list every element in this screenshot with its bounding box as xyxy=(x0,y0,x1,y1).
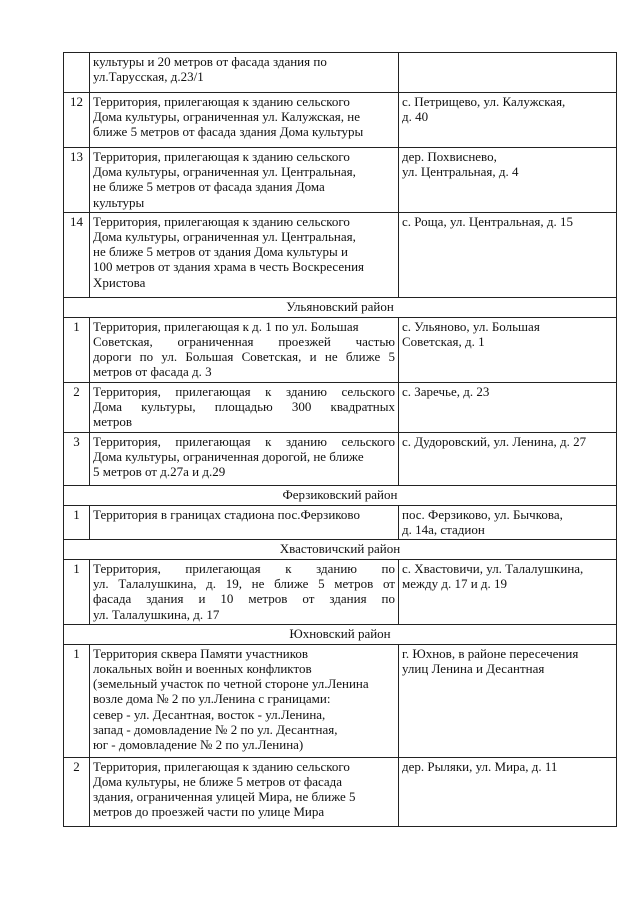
table-row xyxy=(64,432,617,485)
text-line: ближе 5 метров от фасада здания Дома культуры xyxy=(93,124,364,140)
text-line: фасада здания и 10 метров от здания по xyxy=(93,591,395,607)
table-row xyxy=(64,644,617,757)
text-line: между д. 17 и д. 19 xyxy=(402,576,508,592)
text-line: Территория, прилегающая к зданию сельского xyxy=(93,758,350,774)
territory-address xyxy=(399,93,617,148)
territory-address xyxy=(399,560,617,625)
table-row xyxy=(64,53,617,93)
district-header-row xyxy=(64,624,617,644)
territory-address xyxy=(399,505,617,539)
text-line: улиц Ленина и Десантная xyxy=(402,661,545,677)
text-line: 100 метров от здания храма в честь Воскресения xyxy=(93,259,365,275)
text-line: локальных войн и военных конфликтов xyxy=(93,661,312,677)
text-line: (земельный участок по четной стороне ул.Ленина xyxy=(93,676,369,692)
text-line: не ближе 5 метров от фасада здания Дома xyxy=(93,179,325,195)
table-row xyxy=(64,148,617,213)
territory-description xyxy=(90,317,399,382)
territory-address xyxy=(399,644,617,757)
district-header-row xyxy=(64,485,617,505)
table-row xyxy=(64,93,617,148)
row-number: 1 xyxy=(64,644,90,757)
territory-address xyxy=(399,757,617,826)
text-line: Территория, прилегающая к зданию сельского xyxy=(93,94,350,109)
territory-description xyxy=(90,505,399,539)
territory-description xyxy=(90,382,399,432)
row-number: 2 xyxy=(64,757,90,826)
territory-address xyxy=(399,148,617,213)
table-row xyxy=(64,212,617,297)
territory-description xyxy=(90,560,399,625)
table-row xyxy=(64,505,617,539)
text-line: с. Петрищево, ул. Калужская, xyxy=(402,94,566,109)
row-number: 13 xyxy=(64,148,90,213)
row-number: 3 xyxy=(64,432,90,485)
text-line: дер. Похвиснево, xyxy=(402,149,497,164)
text-line: д. 14а, стадион xyxy=(402,521,485,537)
text-line: ул. Центральная, д. 4 xyxy=(402,164,519,180)
text-line: Дома культуры, ограниченная ул. Центральная, xyxy=(93,229,356,245)
territory-description xyxy=(90,212,399,297)
text-line: Советская, ограниченная проезжей частью xyxy=(93,334,395,350)
text-line: д. 40 xyxy=(402,109,429,125)
text-line: 5 метров от д.27а и д.29 xyxy=(93,464,226,480)
text-line: возле дома № 2 по ул.Ленина с границами: xyxy=(93,691,331,707)
territory-description xyxy=(90,644,399,757)
text-line: метров от фасада д. 3 xyxy=(93,364,212,380)
text-line: ул. Талалушкина, д. 19, не ближе 5 метров от xyxy=(93,576,395,592)
text-line: культуры xyxy=(93,194,145,210)
text-line: Территория, прилегающая к зданию сельского xyxy=(93,213,350,229)
text-line: Территория, прилегающая к зданию сельского xyxy=(93,383,395,399)
territory-address xyxy=(399,317,617,382)
table-row xyxy=(64,317,617,382)
territory-description xyxy=(90,757,399,826)
text-line: ул. Талалушкина, д. 17 xyxy=(93,606,220,622)
district-title: Юхновский район xyxy=(64,624,617,644)
text-line: Дома культуры, не ближе 5 метров от фасада xyxy=(93,774,343,790)
territory-address xyxy=(399,212,617,297)
text-line: Дома культуры, ограниченная ул. Центральная, xyxy=(93,164,356,180)
territory-address xyxy=(399,53,617,93)
text-line: культуры и 20 метров от фасада здания по xyxy=(93,54,327,69)
territory-description xyxy=(90,148,399,213)
text-line: дер. Рыляки, ул. Мира, д. 11 xyxy=(402,758,558,774)
text-line: Советская, д. 1 xyxy=(402,334,485,350)
row-number: 1 xyxy=(64,317,90,382)
district-title: Хвастовичский район xyxy=(64,540,617,560)
text-line: ул.Тарусская, д.23/1 xyxy=(93,69,204,85)
territory-description xyxy=(90,432,399,485)
territory-address xyxy=(399,382,617,432)
row-number: 1 xyxy=(64,505,90,539)
text-line: метров до проезжей части по улице Мира xyxy=(93,804,325,820)
district-title: Ульяновский район xyxy=(64,297,617,317)
text-line: север - ул. Десантная, восток - ул.Ленина, xyxy=(93,706,326,722)
text-line: метров xyxy=(93,414,132,430)
text-line: здания, ограниченная улицей Мира, не ближе 5 xyxy=(93,789,356,805)
text-line: с. Заречье, д. 23 xyxy=(402,383,490,399)
text-line: Территория, прилегающая к зданию сельского xyxy=(93,149,350,164)
text-line: запад - домовладение № 2 по ул. Десантная, xyxy=(93,721,338,737)
row-number: 1 xyxy=(64,560,90,625)
text-line: Территория, прилегающая к д. 1 по ул. Большая xyxy=(93,318,359,334)
text-line: Дома культуры, площадью 300 квадратных xyxy=(93,398,395,414)
territory-address xyxy=(399,432,617,485)
text-line: Территория, прилегающая к зданию по xyxy=(93,561,395,577)
district-header-row xyxy=(64,540,617,560)
text-line: дороги по ул. Большая Советская, и не ближе 5 xyxy=(93,349,395,365)
text-line: Дома культуры, ограниченная ул. Калужская, не xyxy=(93,109,360,125)
text-line: Христова xyxy=(93,274,146,290)
text-line: юг - домовладение № 2 по ул.Ленина) xyxy=(93,737,304,753)
text-line: с. Роща, ул. Центральная, д. 15 xyxy=(402,213,573,229)
row-number: 2 xyxy=(64,382,90,432)
territory-table xyxy=(63,52,617,827)
text-line: Территория, прилегающая к зданию сельского xyxy=(93,433,395,449)
text-line: с. Ульяново, ул. Большая xyxy=(402,318,540,334)
row-number xyxy=(64,53,90,93)
territory-description xyxy=(90,93,399,148)
table-row xyxy=(64,382,617,432)
table-row xyxy=(64,757,617,826)
text-line: Дома культуры, ограниченная дорогой, не ближе xyxy=(93,448,364,464)
text-line: с. Дудоровский, ул. Ленина, д. 27 xyxy=(402,433,587,449)
text-line: с. Хвастовичи, ул. Талалушкина, xyxy=(402,561,584,577)
text-line: Территория в границах стадиона пос.Ферзиково xyxy=(93,506,360,522)
row-number: 12 xyxy=(64,93,90,148)
row-number: 14 xyxy=(64,212,90,297)
district-title: Ферзиковский район xyxy=(64,485,617,505)
district-header-row xyxy=(64,297,617,317)
text-line: г. Юхнов, в районе пересечения xyxy=(402,645,579,661)
text-line: пос. Ферзиково, ул. Бычкова, xyxy=(402,506,563,522)
territory-description xyxy=(90,53,399,93)
table-row xyxy=(64,560,617,625)
text-line: Территория сквера Памяти участников xyxy=(93,645,309,661)
text-line: не ближе 5 метров от здания Дома культуры и xyxy=(93,244,348,260)
